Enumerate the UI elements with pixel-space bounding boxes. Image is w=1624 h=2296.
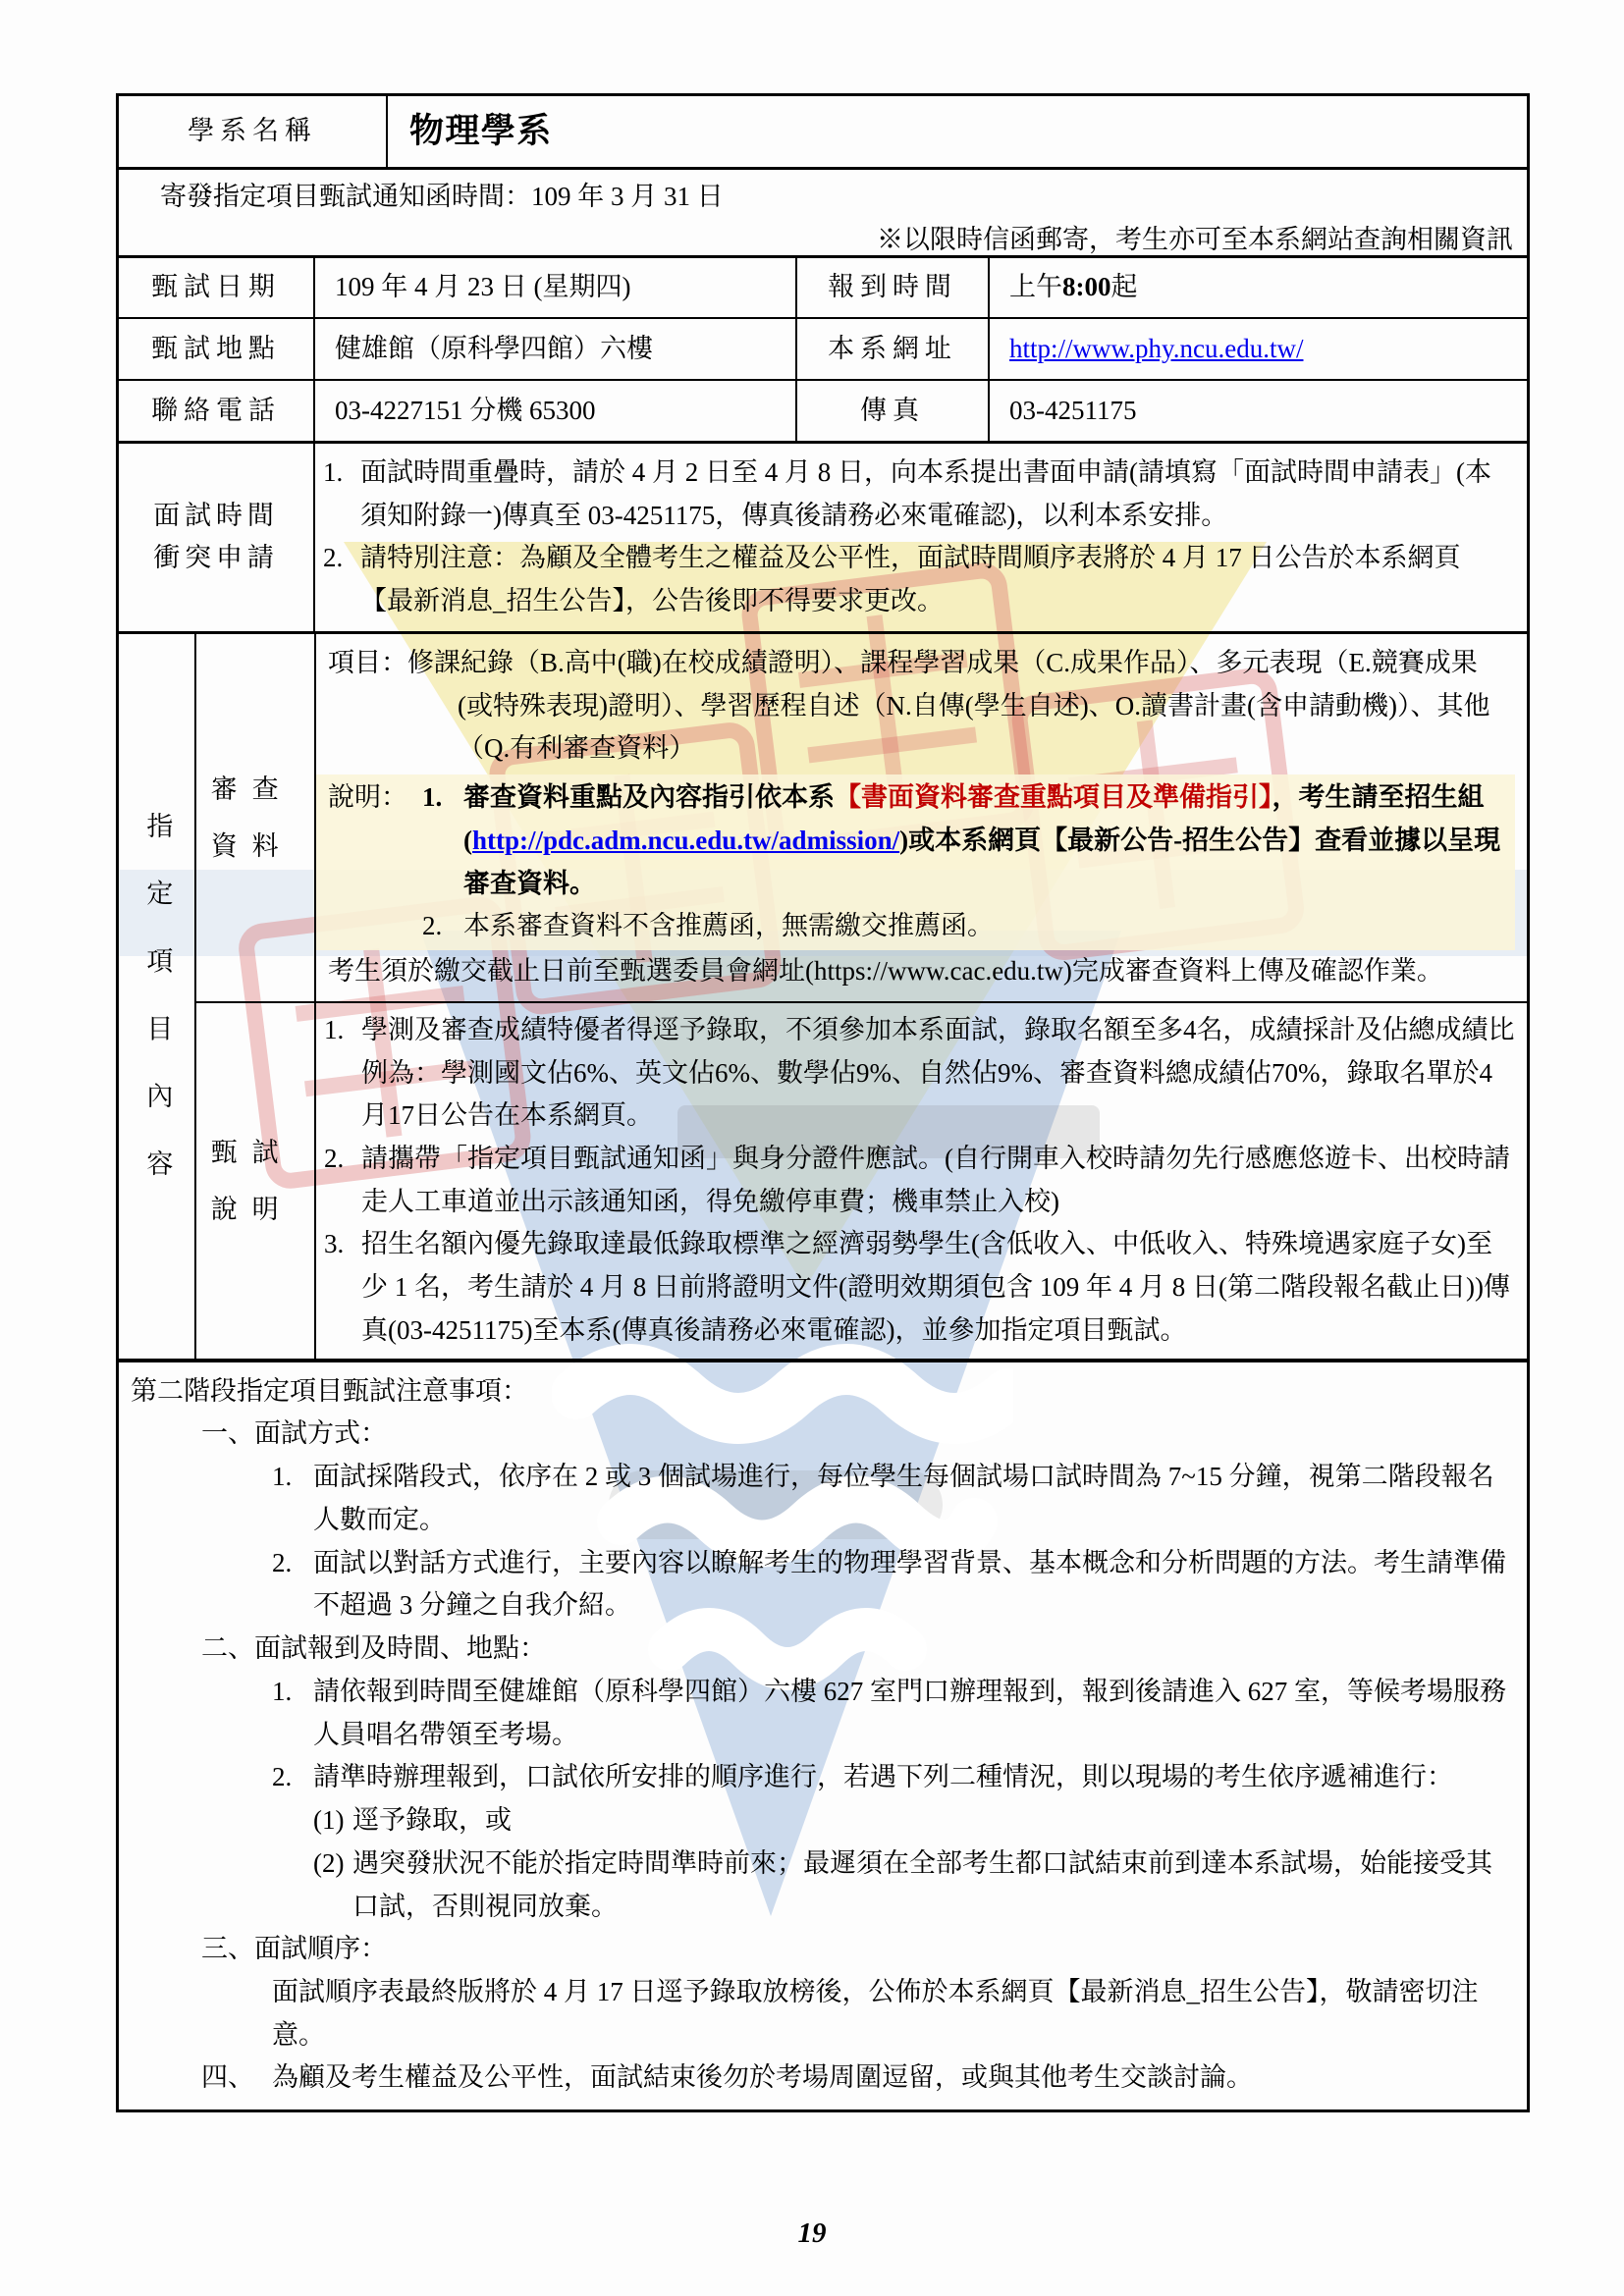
page-number: 19 [797,2217,827,2249]
designated-section [119,631,1527,1359]
review-footer: 考生須於繳交截止日前至甄選委員會網址(https://www.cac.edu.tw)完成審查資料上傳及確認作業。 [328,956,1443,987]
exam-date-row [119,255,1527,317]
notes-s2-item2: 2. 請準時辦理報到，口試依所安排的順序進行，若遇下列二種情況，則以現場的考生依序遞補進行： [272,1762,1453,1792]
notes-s2-sub1: (1) 逕予錄取，或 [313,1805,512,1836]
exam-item-1: 1. 學測及審查成績特優者得逕予錄取，不須參加本系面試，錄取名額至多4名，成績採計及佔總成績比例為：學測國文佔6%、英文佔6%、數學佔9%、自然佔9%、審查資料總成績佔70%，錄取名單於4月17日公告在本系網頁。 [324,1014,1515,1131]
review-materials-label: 審查資料 [210,774,294,861]
mail-note: ※以限時信函郵寄，考生亦可至本系網站查詢相關資訊 [877,224,1513,254]
review-items: 項目：修課紀錄（B.高中(職)在校成績證明）、課程學習成果（C.成果作品）、多元表現（E.競賽成果(或特殊表現)證明）、學習歷程自述（N.自傳(學生自述)、O.讀書計畫(含申請動機)）、其他（Q.有利審查資料） [328,647,1490,764]
dept-website-link[interactable]: http://www.phy.ncu.edu.tw/ [1009,333,1304,363]
conflict-item-1: 1. 面試時間重疊時，請於 4 月 2 日至 4 月 8 日，向本系提出書面申請(請填寫「面試時間申請表」(本須知附錄一)傳真至 03-4251175，傳真後請務必來電確認)，以利本系安排。 [323,457,1491,530]
dept-name: 物理學系 [386,96,1527,167]
designated-side-label: 指定項目內容 [142,812,173,1218]
admission-notice-table [116,93,1530,2112]
website-label: 本系網址 [795,319,988,379]
notes-s1-item2: 2. 面試以對話方式進行，主要內容以瞭解考生的物理學習背景、基本概念和分析問題的方法。考生請準備不超過 3 分鐘之自我介紹。 [272,1547,1506,1621]
checkin-prefix: 上午 [1009,272,1062,302]
review-materials-content [314,634,1527,1001]
notes-s1-item1: 1. 面試採階段式，依序在 2 或 3 個試場進行，每位學生每個試場口試時間為 7~15 分鐘，視第二階段報名人數而定。 [272,1462,1494,1534]
exam-item-2: 2. 請攜帶「指定項目甄試通知函」與身分證件應試。(自行開車入校時請勿先行感應悠遊卡、出校時請走人工車道並出示該通知函，得免繳停車費；機車禁止入校) [324,1144,1510,1216]
conflict-content [313,444,1527,631]
conflict-row [119,441,1527,631]
checkin-time-label: 報到時間 [795,258,988,317]
phone-value: 03-4227151 分機 65300 [313,381,795,441]
review-note-2: 2. 本系審查資料不含推薦函，無需繳交推薦函。 [422,911,994,941]
exam-date-value: 109 年 4 月 23 日 (星期四) [313,258,795,317]
review-note-1: 說明： 1. 審查資料重點及內容指引依本系【書面資料審查重點項目及準備指引】，考生請至招生組(http://pdc.adm.ncu.edu.tw/admission/)或本系網頁【最新公告-招生公告】查看並據以呈現審查資料。 [328,782,1501,898]
review-note-highlight [316,774,1515,950]
checkin-time-value [988,258,1527,317]
exam-place-row [119,317,1527,379]
admission-office-link[interactable]: http://pdc.adm.ncu.edu.tw/admission/ [472,825,900,855]
notes-s4: 四、 為顧及考生權益及公平性，面試結束後勿於考場周圍逗留，或與其他考生交談討論。 [201,2062,1253,2093]
fax-label: 傳真 [795,381,988,441]
checkin-time: 8:00 [1062,272,1111,302]
exam-explanation-label: 甄試說明 [210,1137,294,1224]
notes-title: 第二階段指定項目甄試注意事項： [131,1375,528,1406]
notes-s2-head: 二、面試報到及時間、地點： [201,1633,546,1664]
review-guide-highlight: 【書面資料審查重點項目及準備指引】 [835,782,1272,813]
phone-label: 聯絡電話 [151,395,281,425]
conflict-item-2: 2. 請特別注意：為顧及全體考生之權益及公平性，面試時間順序表將於 4 月 17 日公告於本系網頁【最新消息_招生公告】，公告後即不得要求更改。 [323,543,1461,616]
notes-s3-text: 面試順序表最終版將於 4 月 17 日逕予錄取放榜後，公佈於本系網頁【最新消息_招生公告】，敬請密切注意。 [272,1976,1479,2050]
notes-s1-head: 一、面試方式： [201,1418,387,1449]
dept-row [119,96,1527,167]
mail-time: 寄發指定項目甄試通知函時間：109 年 3 月 31 日 [160,182,724,211]
notes-s2-sub2: (2) 遇突發狀況不能於指定時間準時前來；最遲須在全部考生都口試結束前到達本系試場，始能接受其口試，否則視同放棄。 [313,1847,1492,1921]
contact-row [119,379,1527,441]
checkin-suffix: 起 [1110,272,1138,302]
conflict-label: 面試時間 衝突申請 [153,500,279,573]
dept-label: 學系名稱 [188,116,317,146]
exam-date-label: 甄試日期 [151,272,281,302]
exam-explanation-content [314,1003,1527,1359]
review-materials-row [196,634,1527,1001]
notes-s2-item1: 1. 請依報到時間至健雄館（原科學四館）六樓 627 室門口辦理報到，報到後請進入 627 室，等候考場服務人員唱名帶領至考場。 [272,1676,1506,1749]
exam-place-value: 健雄館（原科學四館）六樓 [313,319,795,379]
exam-item-3: 3. 招生名額內優先錄取達最低錄取標準之經濟弱勢學生(含低收入、中低收入、特殊境遇家庭子女)至少 1 名，考生請於 4 月 8 日前將證明文件(證明效期須包含 109 年 4 月 8 日(第二階段報名截止日))傳真(03-4251175)至本系(傳真後請務必來電確認)，並參加指定項目甄試。 [324,1229,1510,1345]
stage2-notes [119,1359,1527,2109]
notes-s3-head: 三、面試順序： [201,1934,387,1964]
mail-time-row [119,167,1527,255]
exam-explanation-row [196,1001,1527,1359]
exam-place-label: 甄試地點 [151,333,281,363]
fax-value: 03-4251175 [988,381,1527,441]
